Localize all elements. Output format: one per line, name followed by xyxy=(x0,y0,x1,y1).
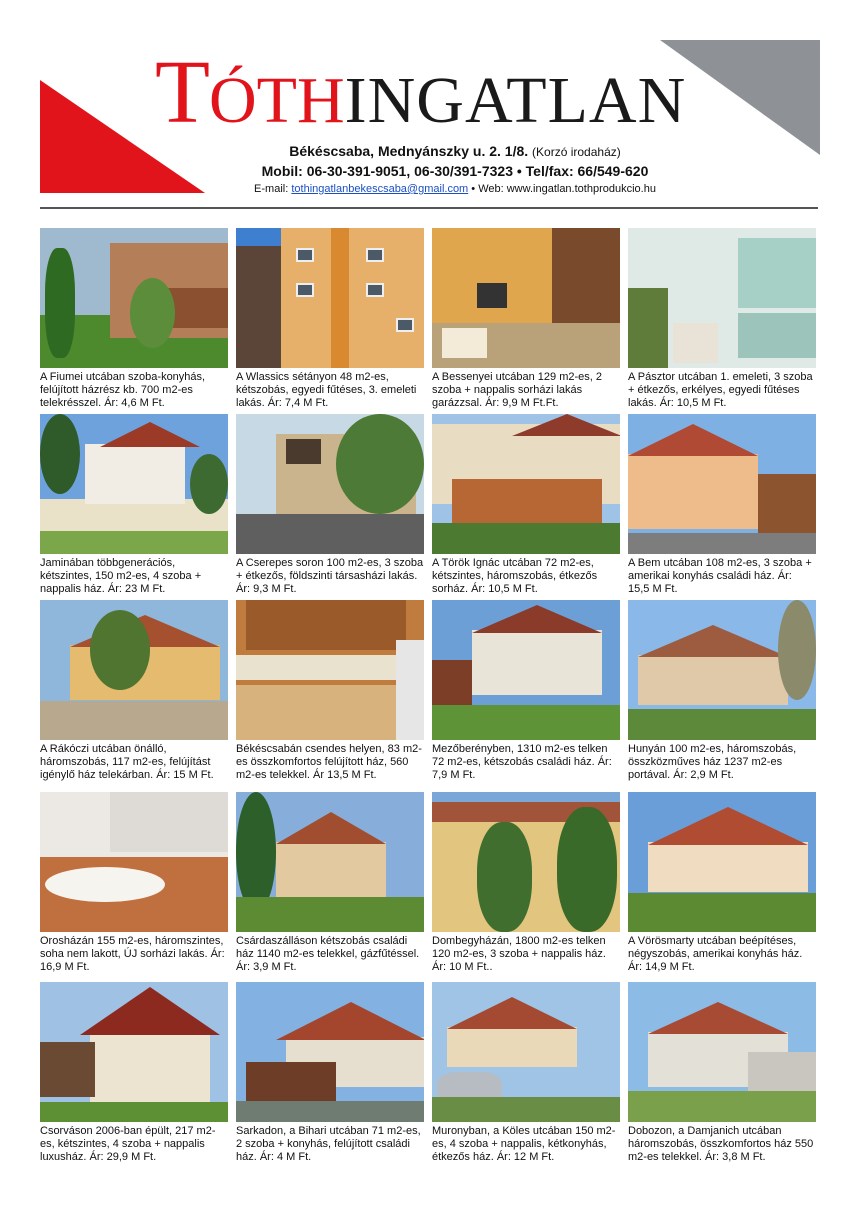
address-line: Békéscsaba, Mednyánszky u. 2. 1/8. (Korzó irodaház) xyxy=(289,143,621,159)
property-photo xyxy=(628,228,816,368)
property-photo xyxy=(40,792,228,932)
listing-card[interactable] xyxy=(432,792,620,974)
property-photo xyxy=(40,982,228,1122)
listing-caption: A Wlassics sétányon 48 m2-es, kétszobás, egyedi fűtéses, 3. emeleti lakás. Ár: 7,4 M Ft. xyxy=(236,371,417,409)
listing-card[interactable] xyxy=(40,228,228,410)
property-photo xyxy=(40,228,228,368)
property-photo xyxy=(628,982,816,1122)
listing-card[interactable] xyxy=(236,414,424,596)
web-line: E-mail: tothingatlanbekescsaba@gmail.com • Web: www.ingatlan.tothprodukcio.hu xyxy=(254,183,656,195)
listing-caption: A Fiumei utcában szoba-konyhás, felújított házrész kb. 700 m2-es telekrésszel. Ár: 4,6 M Ft. xyxy=(40,371,206,409)
listing-card[interactable] xyxy=(236,792,424,974)
listing-caption: Békéscsabán csendes helyen, 83 m2-es összkomfortos felújított ház, 560 m2-es telekkel. Ár 13,5 M Ft. xyxy=(236,743,422,781)
listing-caption: A Vörösmarty utcában beépítéses, négyszobás, amerikai konyhás ház. Ár: 14,9 M Ft. xyxy=(628,935,803,973)
listing-card[interactable] xyxy=(432,228,620,410)
listing-card[interactable] xyxy=(628,414,816,596)
property-photo xyxy=(432,982,620,1122)
listing-card[interactable] xyxy=(432,414,620,596)
listing-caption: Orosházán 155 m2-es, háromszintes, soha nem lakott, ÚJ sorházi lakás. Ár: 16,9 M Ft. xyxy=(40,935,225,973)
listing-caption: Muronyban, a Köles utcában 150 m2-es, 4 szoba + nappalis, kétkonyhás, étkezős ház. Ár: 12 M Ft. xyxy=(432,1125,616,1163)
listing-caption: A Pásztor utcában 1. emeleti, 3 szoba + étkezős, erkélyes, egyedi fűtéses lakás. Ár: 10,5 M Ft. xyxy=(628,371,813,409)
listing-caption: Dobozon, a Damjanich utcában háromszobás, összkomfortos ház 550 m2-es telekkel. Ár: 3,8 M Ft. xyxy=(628,1125,814,1163)
listing-card[interactable] xyxy=(628,792,816,974)
email-link[interactable]: tothingatlanbekescsaba@gmail.com xyxy=(291,183,469,195)
property-photo xyxy=(628,600,816,740)
listing-card[interactable] xyxy=(40,414,228,596)
listing-caption: A Bessenyei utcában 129 m2-es, 2 szoba + nappalis sorházi lakás garázzsal. Ár: 9,9 M Ft.Ft. xyxy=(432,371,602,409)
listing-card[interactable] xyxy=(628,600,816,782)
listing-caption: Csorváson 2006-ban épült, 217 m2-es, kétszintes, 4 szoba + nappalis luxusház. Ár: 29,9 M Ft. xyxy=(40,1125,216,1163)
property-photo xyxy=(236,414,424,554)
listing-caption: A Török Ignác utcában 72 m2-es, kétszintes, háromszobás, étkezős sorház. Ár: 10,5 M Ft. xyxy=(432,557,598,595)
property-photo xyxy=(432,600,620,740)
listing-caption: A Cserepes soron 100 m2-es, 3 szoba + étkezős, földszinti társasházi lakás. Ár: 9,3 M Ft. xyxy=(236,557,424,595)
listing-card[interactable] xyxy=(432,982,620,1164)
property-photo xyxy=(432,414,620,554)
property-photo xyxy=(628,792,816,932)
listing-caption: Csárdaszálláson kétszobás családi ház 1140 m2-es telekkel, gázfűtéssel. Ár: 3,9 M Ft. xyxy=(236,935,420,973)
property-photo xyxy=(236,228,424,368)
listing-card[interactable] xyxy=(432,600,620,782)
listing-card[interactable] xyxy=(40,600,228,782)
property-photo xyxy=(236,982,424,1122)
property-photo xyxy=(628,414,816,554)
listing-caption: Mezőberényben, 1310 m2-es telken 72 m2-es, kétszobás családi ház. Ár: 7,9 M Ft. xyxy=(432,743,612,781)
property-photo xyxy=(236,600,424,740)
listing-caption: A Bem utcában 108 m2-es, 3 szoba + amerikai konyhás családi ház. Ár: 15,5 M Ft. xyxy=(628,557,812,595)
listing-card[interactable] xyxy=(40,982,228,1164)
listing-card[interactable] xyxy=(40,792,228,974)
listing-card[interactable] xyxy=(236,982,424,1164)
listing-card[interactable] xyxy=(236,228,424,410)
listing-card[interactable] xyxy=(628,228,816,410)
property-photo xyxy=(40,600,228,740)
property-photo xyxy=(432,228,620,368)
listing-caption: Jaminában többgenerációs, kétszintes, 150 m2-es, 4 szoba + nappalis ház. Ár: 23 M Ft. xyxy=(40,557,202,595)
listing-caption: A Rákóczi utcában önálló, háromszobás, 117 m2-es, felújítást igénylő ház telekárban. Ár: 15 M Ft. xyxy=(40,743,214,781)
company-logo: TÓTHINGATLAN xyxy=(155,43,687,142)
listing-card[interactable] xyxy=(628,982,816,1164)
listing-caption: Hunyán 100 m2-es, háromszobás, összközműves ház 1237 m2-es portával. Ár: 2,9 M Ft. xyxy=(628,743,797,781)
listing-caption: Dombegyházán, 1800 m2-es telken 120 m2-es, 3 szoba + nappalis ház. Ár: 10 M Ft.. xyxy=(432,935,606,973)
property-photo xyxy=(236,792,424,932)
header-divider xyxy=(40,207,818,209)
property-photo xyxy=(40,414,228,554)
listing-card[interactable] xyxy=(236,600,424,782)
listing-caption: Sarkadon, a Bihari utcában 71 m2-es, 2 szoba + konyhás, felújított családi ház. Ár: 4 M Ft. xyxy=(236,1125,421,1163)
property-photo xyxy=(432,792,620,932)
phone-line: Mobil: 06-30-391-9051, 06-30/391-7323 • Tel/fax: 66/549-620 xyxy=(261,163,649,179)
